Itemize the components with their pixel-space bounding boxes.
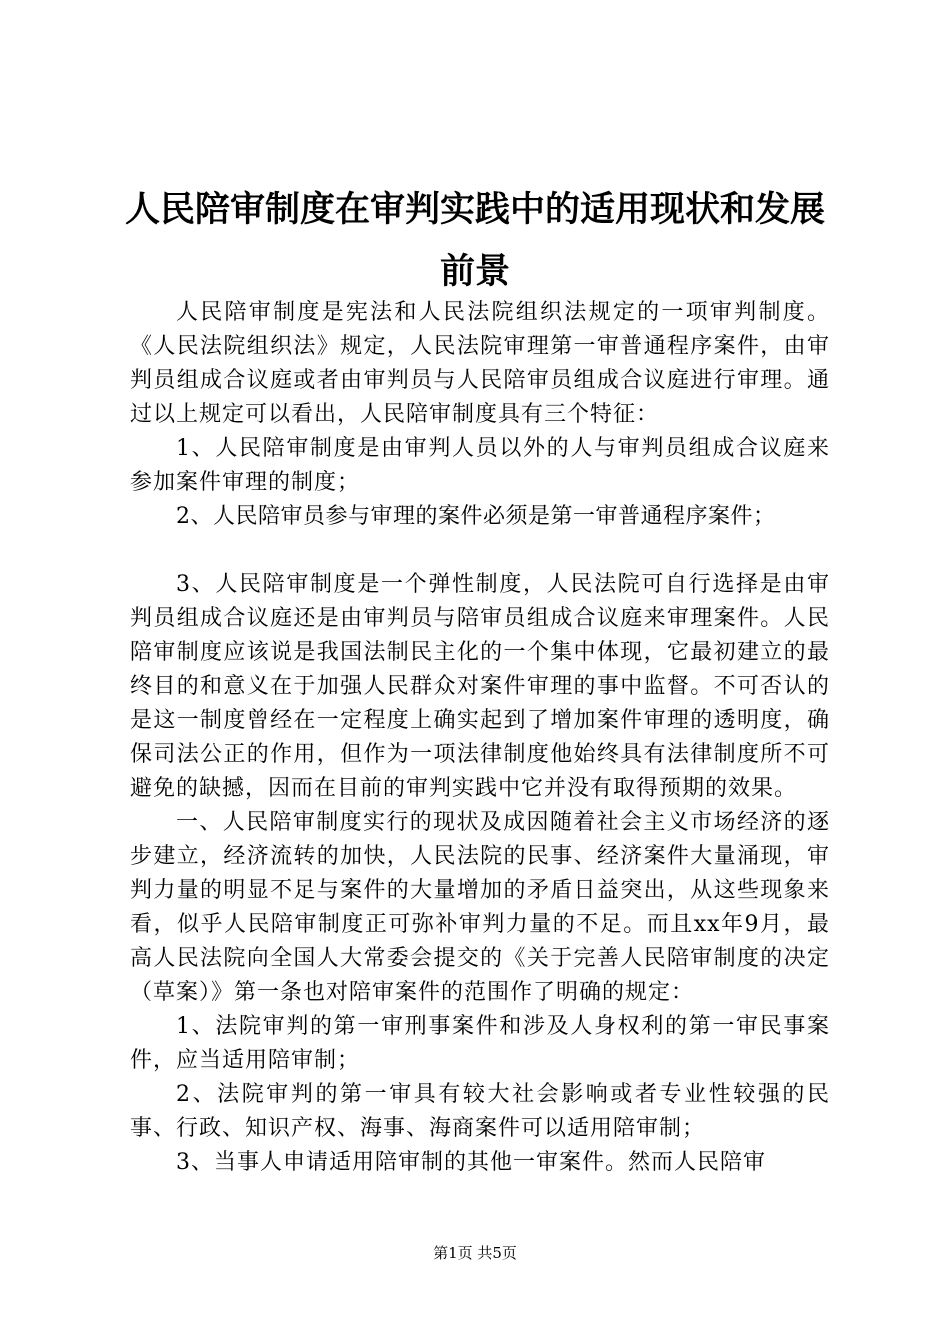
paragraph-scope-1: 1、法院审判的第一审刑事案件和涉及人身权利的第一审民事案件，应当适用陪审制；: [130, 1014, 830, 1073]
document-body: [130, 296, 830, 1180]
paragraph-section-1: 一、人民陪审制度实行的现状及成因随着社会主义市场经济的逐步建立，经济流转的加快，人民法院的民事、经济案件大量涌现，审判力量的明显不足与案件的大量增加的矛盾日益突出，从这些现象来看，似乎人民陪审制度正可弥补审判力量的不足。而且xx年9月，最高人民法院向全国人大常委会提交的《关于完善人民陪审制度的决定（草案）》第一条也对陪审案件的范围作了明确的规定：: [130, 810, 830, 1005]
document-title-line-2: 前景: [439, 252, 510, 292]
paragraph-feature-3: 3、人民陪审制度是一个弹性制度，人民法院可自行选择是由审判员组成合议庭还是由审判员与陪审员组成合议庭来审理案件。人民陪审制度应该说是我国法制民主化的一个集中体现，它最初建立的最终目的和意义在于加强人民群众对案件审理的事中监督。不可否认的是这一制度曾经在一定程度上确实起到了增加案件审理的透明度，确保司法公正的作用，但作为一项法律制度他始终具有法律制度所不可避免的缺撼，因而在目前的审判实践中它并没有取得预期的效果。: [130, 572, 830, 801]
document-title-line-1: 人民陪审制度在审判实践中的适用现状和发展: [124, 190, 825, 230]
paragraph-scope-2: 2、法院审判的第一审具有较大社会影响或者专业性较强的民事、行政、知识产权、海事、海商案件可以适用陪审制；: [130, 1082, 830, 1141]
blank-line: [130, 534, 830, 568]
paragraph-scope-3: 3、当事人申请适用陪审制的其他一审案件。然而人民陪审: [176, 1150, 766, 1175]
paragraph-feature-2: 2、人民陪审员参与审理的案件必须是第一审普通程序案件；: [176, 504, 776, 529]
paragraph-intro: 人民陪审制度是宪法和人民法院组织法规定的一项审判制度。《人民法院组织法》规定，人民法院审理第一审普通程序案件，由审判员组成合议庭或者由审判员与人民陪审员组成合议庭进行审理。通过以上规定可以看出，人民陪审制度具有三个特征：: [130, 300, 830, 427]
paragraph-feature-1: 1、人民陪审制度是由审判人员以外的人与审判员组成合议庭来参加案件审理的制度；: [130, 436, 830, 495]
page-footer: 第1页 共5页: [433, 1244, 517, 1262]
